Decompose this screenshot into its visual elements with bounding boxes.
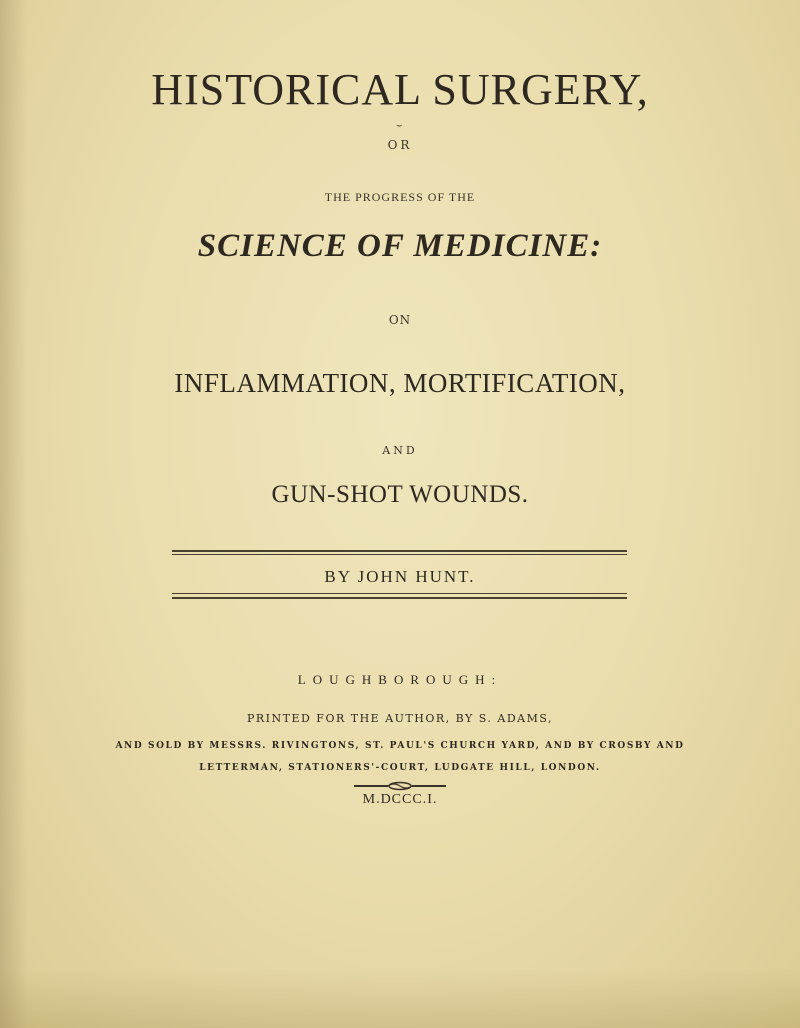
page-edge-shadow <box>0 0 28 1028</box>
imprint-place: LOUGHBOROUGH: <box>297 672 503 687</box>
rule-above-author-thin <box>172 554 627 555</box>
on-connector: ON <box>388 313 412 327</box>
topic-line-1: INFLAMMATION, MORTIFICATION, <box>174 368 626 398</box>
ornament-rule <box>352 781 448 791</box>
imprint-sellers-line-2: LETTERMAN, STATIONERS'-COURT, LUDGATE HILL, LONDON. <box>199 763 601 773</box>
imprint-date: M.DCCC.I. <box>362 792 438 807</box>
imprint-sellers-line-1: AND SOLD BY MESSRS. RIVINGTONS, ST. PAUL'S CHURCH YARD, AND BY CROSBY AND <box>115 741 685 751</box>
or-connector: OR <box>387 138 413 152</box>
imprint-printer: PRINTED FOR THE AUTHOR, BY S. ADAMS, <box>246 712 554 725</box>
subtitle-intro: THE PROGRESS OF THE <box>324 190 476 204</box>
book-title: HISTORICAL SURGERY, <box>151 65 649 114</box>
author-line: BY JOHN HUNT. <box>324 567 476 586</box>
subtitle-main: SCIENCE OF MEDICINE: <box>197 228 603 264</box>
rule-above-author <box>172 550 627 552</box>
topic-line-2: GUN-SHOT WOUNDS. <box>271 481 529 508</box>
rule-below-author <box>172 597 627 599</box>
rule-below-author-thin <box>172 593 627 594</box>
page-bottom-shadow <box>0 968 800 1028</box>
and-connector: AND <box>382 444 418 457</box>
ink-speck: ⌣ <box>396 120 403 131</box>
